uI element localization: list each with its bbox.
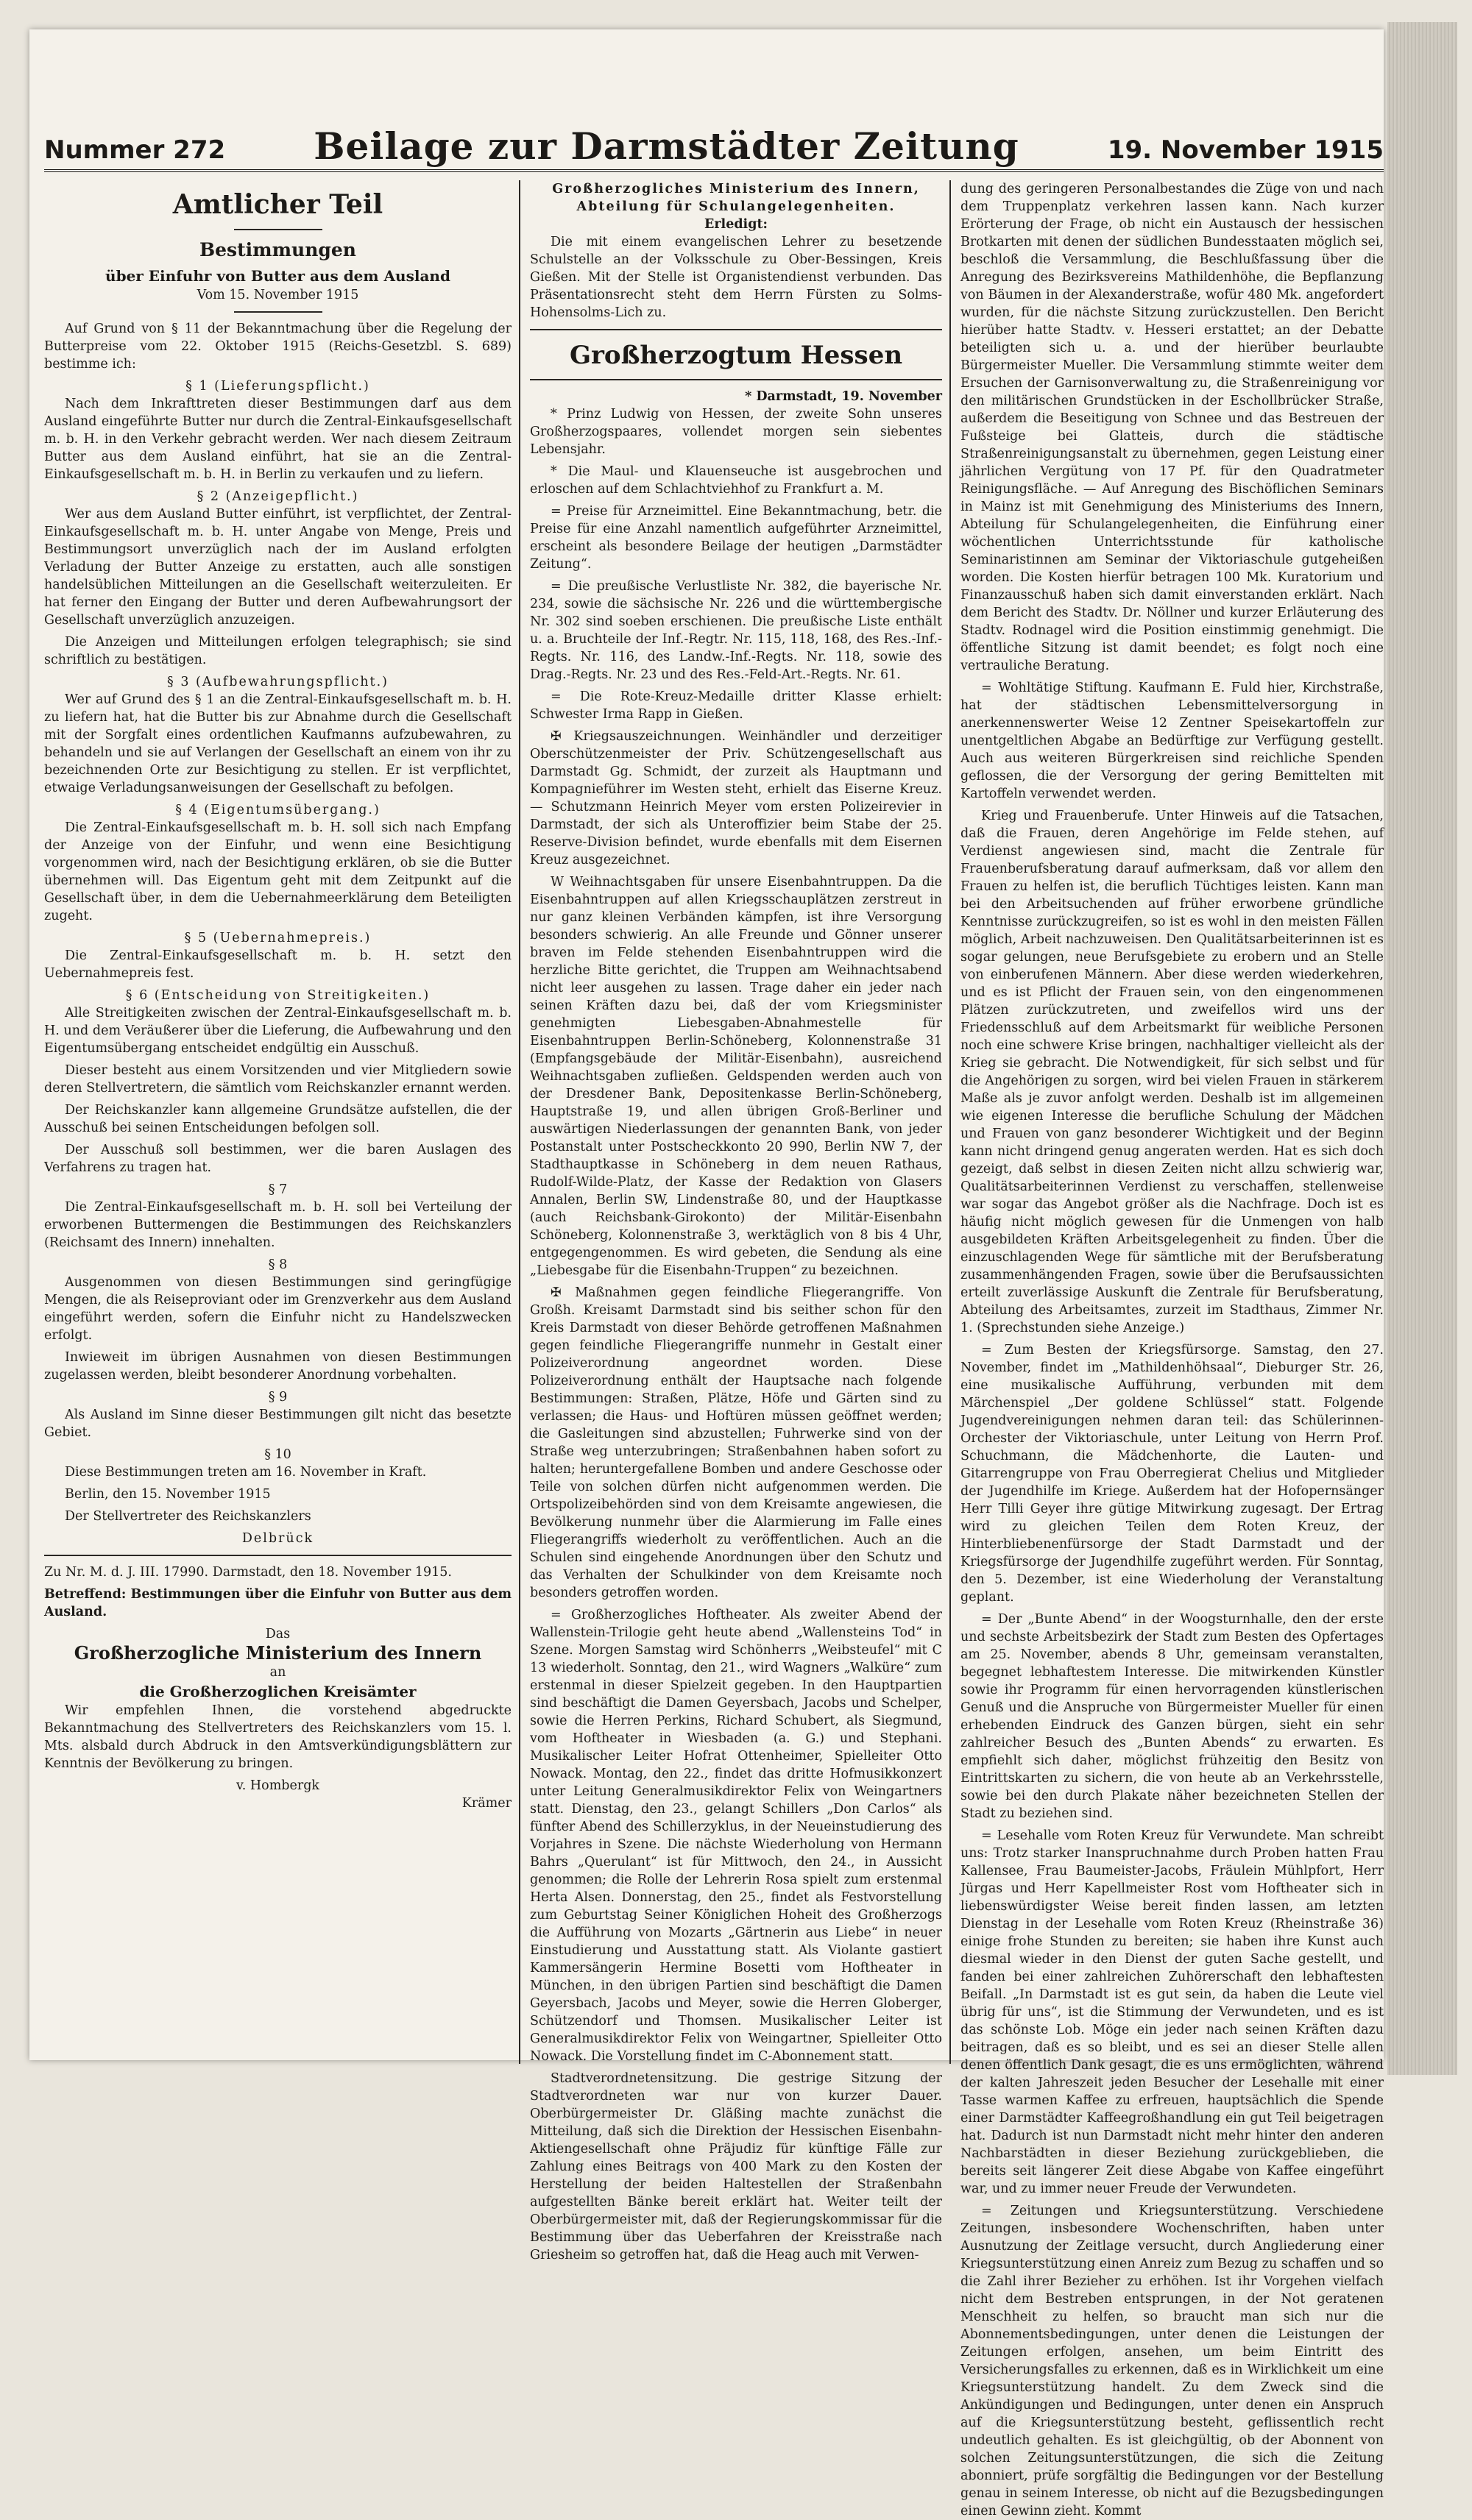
issue-number: Nummer 272 <box>44 135 226 165</box>
closing-signer-2: Krämer <box>461 1796 512 1811</box>
divider <box>530 329 942 330</box>
news-item: = Der „Bunte Abend“ in der Woogsturnhalle, den der erste und sechste Arbeitsbezirk der Stadt zum Besten des Opfertages am 25. November, abends 8 Uhr, gemeinsam veranstalten, begegnet lebhaftestem Interesse. Die mitwirkenden Künstler sowie ihr Programm für einen hervorragenden künstlerischen Genuß und die Anspruche von Bürgermeister Mueller für einen erhebenden Eindruck des Ganzen bürgen, sieht ein sehr zahlreicher Besuch des „Bunten Abends“ zu erwarten. Es empfiehlt sich daher, möglichst frühzeitig den Besitz von Eintrittskarten zu sichern, die von heute ab an Verkehrsstelle, sowie bei den durch Plakate näher bezeichneten Stellen der Stadt zu beziehen sind. <box>960 1612 1384 1821</box>
newspaper-page <box>29 29 1384 2519</box>
paragraph-heading: § 7 <box>268 1182 288 1197</box>
dateline: * Darmstadt, 19. November <box>745 389 942 404</box>
article-date: Vom 15. November 1915 <box>197 288 359 302</box>
paragraph: Nach dem Inkrafttreten dieser Bestimmungen darf aus dem Ausland eingeführte Butter nur durch die Zentral-Einkaufsgesellschaft m. b. H. in den Verkehr gebracht werden. Wer nach diesem Zeitraum Butter aus dem Ausland einführt, hat sie an die Zentral-Einkaufsgesellschaft m. b. H. in Berlin zu verkaufen und zu liefern. <box>44 397 512 482</box>
paragraph: Dieser besteht aus einem Vorsitzenden und vier Mitgliedern sowie deren Stellvertretern, die sämtlich vom Reichskanzler ernannt werden. <box>44 1063 512 1096</box>
news-item: = Wohltätige Stiftung. Kaufmann E. Fuld hier, Kirchstraße, hat der städtischen Lebensmittelversorgung in anerkennenswerter Weise 12 Zentner Speisekartoffeln zur unentgeltlichen Abgabe an Bedürftige zur Verfügung gestellt. Auch aus weiteren Bürgerkreisen sind reichliche Spenden geflossen, die der Versorgung der gering Bemittelten mit Kartoffeln verwendet werden. <box>960 681 1384 801</box>
divider <box>234 311 322 313</box>
section-title: Amtlicher Teil <box>172 189 383 220</box>
news-item: = Zeitungen und Kriegsunterstützung. Verschiedene Zeitungen, insbesondere Wochenschriften, haben unter Ausnutzung der Zeitlage versucht, durch Angliederung einer Kriegsunterstützung einen Anreiz zum Bezug zu schaffen und so die Zahl ihrer Bezieher zu erhöhen. Ist ihr Vorgehen vielfach nicht dem Bestreben entsprungen, in der Not geratenen Menschheit zu helfen, so braucht man sich nur die Abonnementsbedingungen, unter denen die Leistungen der Zeitungen erfolgen, ansehen, um beim Eintritt des Versicherungsfalles zu erkennen, daß es in Wirklichkeit um eine Kriegsunterstützung handelt. Zu dem Zweck sind die Ankündigungen und Bedingungen, unter denen ein Anspruch auf die Kriegsunterstützung besteht, geflissentlich recht undeutlich gehalten. Es ist gleichgültig, ob der Abonnent von solchen Zeitungsunterstützungen, die sich die Zeitung abonniert, prüfe sorgfältig die Bedingungen vor der Bestellung genau in seinem Interesse, ob nicht auf die Bezugsbedingungen einen Gewinn zieht. Kommt <box>960 2204 1384 2519</box>
news-item: * Prinz Ludwig von Hessen, der zweite Sohn unseres Großherzogspaares, vollendet morgen sein siebentes Lebensjahr. <box>530 407 942 457</box>
masthead <box>44 118 1384 172</box>
column-rule-2 <box>949 180 951 2064</box>
paragraph-heading: § 6 (Entscheidung von Streitigkeiten.) <box>125 988 431 1003</box>
paragraph: Die Anzeigen und Mitteilungen erfolgen telegraphisch; sie sind schriftlich zu bestätigen. <box>44 635 512 667</box>
article-title: Bestimmungen <box>199 239 356 260</box>
paragraph: Die mit einem evangelischen Lehrer zu besetzende Schulstelle an der Volksschule zu Ober-Bessingen, Kreis Gießen. Mit der Stelle ist Organistendienst verbunden. Das Präsentationsrecht steht dem Herrn Fürsten zu Solms-Hohensolms-Lich zu. <box>530 235 942 320</box>
section-title-hessen: Großherzogtum Hessen <box>569 341 903 370</box>
newspaper-title: Beilage zur Darmstädter Zeitung <box>314 124 1019 168</box>
news-item: W Weihnachtsgaben für unsere Eisenbahntruppen. Da die Eisenbahntruppen auf allen Kriegsschauplätzen zerstreut in nur ganz kleinen Verbänden kämpfen, ist ihre Versorgung besonders schwierig. An alle Freunde und Gönner unserer braven im Felde stehenden Eisenbahntruppen wird die herzliche Bitte gerichtet, die Truppen am Weihnachtsabend nicht leer ausgehen zu lassen. Trage daher ein jeder nach seinen Kräften dazu bei, daß der vom Kriegsminister genehmigten Liebesgaben-Abnahmestelle für Eisenbahntruppen Berlin-Schöneberg, Kolonnenstraße 31 (Empfangsgebäude der Militär-Eisenbahn), ausreichend Weihnachtsgaben zufließen. Geldspenden werden auch von der Dresdener Bank, Depositenkasse Berlin-Schöneberg, Hauptstraße 19, und allen übrigen Groß-Berliner und auswärtigen Niederlassungen der genannten Bank, von jeder Postanstalt unter Postscheckkonto 20 990, Berlin NW 7, der Stadthauptkasse in Schöneberg in dem neuen Rathaus, Rudolf-Wilde-Platz, der Kasse der Redaktion von Glasers Annalen, Berlin SW, Lindenstraße 80, und der Hauptkasse (auch Reichsbank-Girokonto) der Militär-Eisenbahn Schöneberg, Kolonnenstraße 3, werktäglich von 8 bis 4 Uhr, entgegengenommen. Es wird gebeten, die Sendung als eine „Liebesgabe für die Eisenbahn-Truppen“ zu bezeichnen. <box>530 875 942 1278</box>
column-news <box>530 180 942 2262</box>
paragraph-heading: § 10 <box>264 1447 291 1462</box>
paragraph: Die Zentral-Einkaufsgesellschaft m. b. H. soll bei Verteilung der erworbenen Buttermengen die Bestimmungen des Reichskanzlers (Reichsamt des Innern) innehalten. <box>44 1200 512 1250</box>
recipient: die Großherzoglichen Kreisämter <box>139 1683 417 1700</box>
signer: Delbrück <box>241 1531 314 1546</box>
paragraph-heading: § 1 (Lieferungspflicht.) <box>185 379 370 394</box>
news-item: dung des geringeren Personalbestandes die Züge von und nach dem Truppenplatz verkehren lassen kann. Nach kurzer Erörterung der Frage, ob nicht ein Austausch der hessischen Brotkarten mit denen der südlichen Bundesstaaten möglich sei, beschloß die Versammlung, die Beschlußfassung über die Anregung des Bezirksvereins Mathildenhöhe, die Bepflanzung von Bäumen in der Alexanderstraße, wofür 480 Mk. angefordert wurden, für die nächste Sitzung zurückzustellen. Den Bericht hierüber hatte Stadtv. v. Hesseri erstattet; an der Debatte beteiligten sich u. a. und der hierüber beurlaubte Bürgermeister Mueller. Die Versammlung stimmte weiter dem Ersuchen der Garnisonverwaltung zu, die Straßenreinigung vor den militärischen Grundstücken in der Eschollbrücker Straße, außerdem die Beseitigung von Schnee und das Bestreuen der Fußsteige bei Glatteis, durch die städtische Straßenreinigungsanstalt zu übernehmen, gegen Leistung einer jährlichen Vergütung von 17 Pf. für den Quadratmeter Reinigungsfläche. — Auf Anregung des Bischöflichen Seminars in Mainz ist mit Genehmigung des Ministeriums des Innern, Abteilung für Schulangelegenheiten, die Einführung einer wöchentlichen Unterrichtsstunde für katholische Seminaristinnen am Seminar der Viktoriaschule gutgeheißen worden. Die Kosten hierfür betragen 100 Mk. Kuratorium und Finanzausschuß haben sich damit einverstanden erklärt. Nach dem Bericht des Stadtv. Dr. Nöllner und kurzer Erläuterung des Stadtv. Rodnagel wird die Position einstimmig genehmigt. Die öffentliche Sitzung ist damit beendet; es folgt noch eine vertrauliche Beratung. <box>960 182 1384 673</box>
place-date: Berlin, den 15. November 1915 <box>65 1487 271 1502</box>
betreff-line: Betreffend: Bestimmungen über die Einfuhr von Butter aus dem Ausland. <box>44 1587 512 1619</box>
paragraph: Die Zentral-Einkaufsgesellschaft m. b. H. setzt den Uebernahmepreis fest. <box>44 948 512 981</box>
news-item: = Die preußische Verlustliste Nr. 382, die bayerische Nr. 234, sowie die sächsische Nr. 226 und die württembergische Nr. 302 sind soeben erschienen. Die preußische Liste enthält u. a. Bruchteile der Inf.-Regtr. Nr. 115, 118, 168, des Res.-Inf.-Regts. Nr. 116, des Landw.-Inf.-Regts. Nr. 118, sowie des Drag.-Regts. Nr. 23 und des Res.-Feld-Art.-Regts. Nr. 61. <box>530 579 942 682</box>
addressing-an: an <box>269 1665 286 1680</box>
closing-paragraph: Wir empfehlen Ihnen, die vorstehend abgedruckte Bekanntmachung des Stellvertreters des Reichskanzlers vom 15. l. Mts. alsbald durch Abdruck in den Amtsverkündigungsblättern zur Kenntnis der Bevölkerung zu bringen. <box>44 1703 512 1771</box>
paragraph: Inwieweit im übrigen Ausnahmen von diesen Bestimmungen zugelassen werden, bleibt besonderer Anordnung vorbehalten. <box>44 1350 512 1383</box>
news-item: * Die Maul- und Klauenseuche ist ausgebrochen und erloschen auf dem Schlachtviehhof zu Frankfurt a. M. <box>530 464 942 497</box>
ministry-name: Großherzogliche Ministerium des Innern <box>74 1642 482 1664</box>
paragraph: Alle Streitigkeiten zwischen der Zentral-Einkaufsgesellschaft m. b. H. und dem Veräußerer über die Lieferung, die Aufbewahrung und den Eigentumsübergang entscheidet endgültig ein Ausschuß. <box>44 1006 512 1056</box>
news-item: = Lesehalle vom Roten Kreuz für Verwundete. Man schreibt uns: Trotz starker Inanspruchnahme durch Proben hatten Frau Kallensee, Frau Baumeister-Jacobs, Fräulein Mühlpfort, Herr Jürgas und Herr Kapellmeister Rost vom Hoftheater sich in liebenswürdigster Weise bereit finden lassen, am letzten Dienstag in der Lesehalle vom Roten Kreuz (Rheinstraße 36) einige frohe Stunden zu bereiten; sie haben ihre Kunst auch diesmal wieder in den Dienst der guten Sache gestellt, und fanden bei einer zahlreichen Zuhörerschaft den lebhaftesten Beifall. „In Darmstadt ist es gut sein, da haben die Leute viel übrig für uns“, ist die Stimmung der Verwundeten, und es ist das schönste Lob. Möge ein jeder nach seinen Kräften dazu beitragen, daß es so bleibt, und es sei an dieser Stelle allen denen öffentlich Dank gesagt, die es uns ermöglichten, während der kalten Jahreszeit jeden Besucher der Lesehalle mit einer Tasse warmen Kaffee zu erfreuen, hauptsächlich die Spende einer Darmstädter Kaffeegroßhandlung ein gut Teil beigetragen hat. Dadurch ist nun Darmstadt nicht mehr hinter den anderen Nachbarstädten in dieser Beziehung zurückgeblieben, die bereits seit längerer Zeit diese Abgabe von Kaffee eingeführt war, und zu immer neuer Freude der Verwundeten. <box>960 1828 1384 2196</box>
issue-date: 19. November 1915 <box>1107 135 1384 165</box>
paragraph: Wer auf Grund des § 1 an die Zentral-Einkaufsgesellschaft m. b. H. zu liefern hat, hat die Butter bis zur Abnahme durch die Gesellschaft mit der Sorgfalt eines ordentlichen Kaufmanns aufzubewahren, zu behandeln und sie auf Verlangen der Gesellschaft an einem von ihr zu bezeichnenden Orte zur Besichtigung zu stellen. Er ist verpflichtet, etwaige Verladungsanweisungen der Gesellschaft zu befolgen. <box>44 692 512 795</box>
addressing-das: Das <box>265 1627 291 1641</box>
erledigt-label: Erledigt: <box>704 217 768 232</box>
paragraph-heading: § 4 (Eigentumsübergang.) <box>175 803 381 817</box>
news-item: ✠ Kriegsauszeichnungen. Weinhändler und derzeitiger Oberschützenmeister der Priv. Schützengesellschaft aus Darmstadt Gg. Schmidt, der zurzeit als Hauptmann und Kompagnieführer im Westen steht, erhielt das Eiserne Kreuz. — Schutzmann Heinrich Meyer vom ersten Polizeirevier in Darmstadt, der sich als Unteroffizier beim Stabe der 25. Reserve-Division befindet, wurde ebenfalls mit dem Eisernen Kreuz ausgezeichnet. <box>530 729 942 867</box>
intro-paragraph: Auf Grund von § 11 der Bekanntmachung über die Regelung der Butterpreise vom 22. Oktober 1915 (Reichs-Gesetzbl. S. 689) bestimme ich: <box>44 322 512 372</box>
paragraph-heading: § 8 <box>268 1257 288 1272</box>
paragraph: Wer aus dem Ausland Butter einführt, ist verpflichtet, der Zentral-Einkaufsgesellschaft m. b. H. unter Angabe von Menge, Preis und Bestimmungsort unverzüglich nach der im Ausland erfolgten Verladung der Butter Anzeige zu erstatten, auch alle sonstigen handelsüblichen Mitteilungen an die Gesellschaft weiterzuleiten. Er hat ferner den Eingang der Butter und deren Aufbewahrungsort der Gesellschaft unverzüglich anzuzeigen. <box>44 507 512 628</box>
paragraph: Der Ausschuß soll bestimmen, wer die baren Auslagen des Verfahrens zu tragen hat. <box>44 1143 512 1175</box>
paragraph-heading: § 2 (Anzeigepflicht.) <box>197 489 359 504</box>
column-official-section <box>44 180 512 2071</box>
paragraph: Der Reichskanzler kann allgemeine Grundsätze aufstellen, die der Ausschuß bei seinen Entscheidungen befolgen soll. <box>44 1103 512 1135</box>
paragraph-heading: § 3 (Aufbewahrungspflicht.) <box>167 675 389 689</box>
news-item: ✠ Maßnahmen gegen feindliche Fliegerangriffe. Von Großh. Kreisamt Darmstadt sind bis seither schon für den Kreis Darmstadt von dieser Behörde getroffenen Maßnahmen gegen feindliche Fliegerangriffe nunmehr in Gestalt einer Polizeiverordnung angeordnet worden. Diese Polizeiverordnung enthält der Hauptsache nach folgende Bestimmungen: Straßen, Plätze, Höfe und Gärten sind zu verlassen; die Haus- und Hoftüren müssen geöffnet werden; die Gasleitungen sind abzustellen; Fuhrwerke sind von der Straße weg unterzubringen; Straßenbahnen haben sofort zu halten; heruntergefallene Bomben und andere Geschosse oder Teile von solchen dürfen nicht aufgenommen werden. Die Ortspolizeibehörden sind von dem Kreisamte angewiesen, die Bevölkerung nunmehr über die Alarmierung im Falle eines Fliegerangriffs wiederholt zu veröffentlichen. Auch an die Schulen sind eingehende Anordnungen über den Schutz und das Verhalten der Schulkinder von dem Kreisamte noch besonders getroffen worden. <box>530 1285 942 1600</box>
ministry-heading: Großherzogliches Ministerium des Innern, Abteilung für Schulangelegenheiten. <box>552 182 920 214</box>
paragraph-heading: § 5 (Uebernahmepreis.) <box>184 931 372 945</box>
news-item: Krieg und Frauenberufe. Unter Hinweis auf die Tatsachen, daß die Frauen, deren Angehörige im Felde stehen, auf Verdienst angewiesen sind, macht die Zentrale für Frauenberufsberatung darauf aufmerksam, daß vor allem den Frauen zu helfen ist, die beruflich Tüchtiges leisten. Kann man bei den Arbeitsuchenden auf früher erworbene gründliche Kenntnisse zurückzugreifen, so ist es wohl in den meisten Fällen möglich, Arbeit nachzuweisen. Den Qualitätsarbeiterinnen ist es sogar gelungen, neue Berufsgebiete zu erobern und an Stelle von einberufenen Männern. Aber diese werden wiederkehren, und es ist Pflicht der Frauen sein, von den eingenommenen Plätzen zurückzutreten, und zweifellos wird uns der Friedensschluß auf dem Arbeitsmarkt für weibliche Personen noch eine schwere Krise bringen, nachhaltiger vielleicht als der Krieg sie gebracht. Die Notwendigkeit, für sich selbst und für die Angehörigen zu sorgen, wird bei vielen Frauen in stärkerem Maße als je zuvor anfolgt werden. Deshalb ist im allgemeinen wie eigenen Interesse die berufliche Schulung der Mädchen und Frauen von ganz besonderer Wichtigkeit und der Beginn kann nicht dringend genug angeraten werden. Hat es sich doch gezeigt, daß selbst in diesen Zeiten nicht allzu schwierig war, Qualitätsarbeiterinnen Verdienst zu verschaffen, stellenweise war sogar das Angebot größer als die Nachfrage. Doch ist es häufig nicht möglich gewesen für die Unmengen von halb ausgebildeten Kräften Arbeitsgelegenheit zu finden. Über die einzuschlagenden Wege für sämtliche mit der Berufsberatung zusammenhängenden Fragen, sowie über die Berufsaussichten erteilt zuverlässige Auskunft die Zentrale für Berufsberatung, Abteilung des Arbeitsamtes, zurzeit im Stadthaus, Zimmer Nr. 1. (Sprechstunden siehe Anzeige.) <box>960 809 1384 1335</box>
news-item: Stadtverordnetensitzung. Die gestrige Sitzung der Stadtverordneten war nur von kurzer Dauer. Oberbürgermeister Dr. Gläßing machte zunächst die Mitteilung, daß sich die Direktion der Hessischen Eisenbahn-Aktiengesellschaft ohne Präjudiz für künftige Fälle zur Zahlung eines Beitrags von 400 Mark zu den Kosten der Herstellung der beiden Haltestellen der Straßenbahn aufgestellten Bänke bereit erklärt hat. Weiter teilt der Oberbürgermeister mit, daß der Regierungskommissar für die Bestimmung über das Ueberfahren der Kreisstraße nach Griesheim so getroffen hat, daß die Heag auch mit Verwen- <box>530 2071 942 2262</box>
paragraph: Als Ausland im Sinne dieser Bestimmungen gilt nicht das besetzte Gebiet. <box>44 1408 512 1440</box>
article-subtitle: über Einfuhr von Butter aus dem Ausland <box>105 267 450 285</box>
paragraph-heading: § 9 <box>268 1390 288 1405</box>
divider <box>44 1555 512 1556</box>
paragraph: Ausgenommen von diesen Bestimmungen sind geringfügige Mengen, die als Reiseproviant oder im Grenzverkehr aus dem Ausland eingeführt werden, sofern die Einfuhr nicht zu Handelszwecken erfolgt. <box>44 1275 512 1343</box>
news-item: = Preise für Arzneimittel. Eine Bekanntmachung, betr. die Preise für eine Anzahl namentlich aufgeführter Arzneimittel, erscheint als besondere Beilage der heutigen „Darmstädter Zeitung“. <box>530 504 942 572</box>
reference-line: Zu Nr. M. d. J. III. 17990. Darmstadt, den 18. November 1915. <box>44 1565 452 1580</box>
signer-role: Der Stellvertreter des Reichskanzlers <box>65 1509 311 1524</box>
paragraph: Diese Bestimmungen treten am 16. November in Kraft. <box>65 1465 427 1480</box>
column-local <box>960 180 1384 2519</box>
news-item: = Die Rote-Kreuz-Medaille dritter Klasse erhielt: Schwester Irma Rapp in Gießen. <box>530 689 942 722</box>
news-item: = Zum Besten der Kriegsfürsorge. Samstag, den 27. November, findet im „Mathildenhöhsaal“, Dieburger Str. 26, eine musikalische Aufführung, verbunden mit dem Märchenspiel „Der goldene Schlüssel“ statt. Folgende Jugendvereinigungen nehmen daran teil: das Schülerinnen-Orchester der Viktoriaschule, unter Leitung von Herrn Prof. Schuchmann, die Mädchenhorte, die Lauten- und Gitarrengruppe von Frau Oberregierat Chelius und Mitglieder der Jugendhilfe im Kriege. Außerdem hat der Hofopernsänger Herr Tilli Geyer ihre gütige Mitwirkung zugesagt. Der Ertrag wird zu gleichen Teilen dem Roten Kreuz, der Hinterbliebenenfürsorge der Stadt Darmstadt und der Kriegsfürsorge der Jugendhilfe zugeführt werden. Für Sonntag, den 5. Dezember, ist eine Wiederholung der Veranstaltung geplant. <box>960 1343 1384 1605</box>
column-rule-1 <box>519 180 520 2064</box>
closing-signer: v. Hombergk <box>236 1778 320 1793</box>
news-item: = Großherzogliches Hoftheater. Als zweiter Abend der Wallenstein-Trilogie geht heute abend „Wallensteins Tod“ in Szene. Morgen Samstag wird Schönherrs „Weibsteufel“ mit C 13 wiederholt. Sonntag, den 21., wird Wagners „Walküre“ zum erstenmal in dieser Spielzeit gegeben. In den Hauptpartien sind beschäftigt die Damen Geyersbach, Jacobs und Schelper, sowie die Herren Perkins, Richard Schubert, als Siegmund, vom Hoftheater in Wiesbaden (a. G.) und Stephani. Musikalischer Leiter Hofrat Ottenheimer, Spielleiter Otto Nowack. Montag, den 22., findet das dritte Hofmusikkonzert unter Leitung Generalmusikdirektor Felix von Weingartners statt. Dienstag, den 23., gelangt Schillers „Don Carlos“ als fünfter Abend des Schillerzyklus, in der Neueinstudierung des Vorjahres in Szene. Die nächste Wiederholung von Hermann Bahrs „Querulant“ ist für Mittwoch, den 24., in Aussicht genommen; die Rolle der Lehrerin Rosa spielt zum erstenmal Herta Alsen. Donnerstag, den 25., findet als Festvorstellung zum Geburtstag Seiner Königlichen Hoheit des Großherzogs die Aufführung von Mozarts „Gärtnerin aus Liebe“ in neuer Einstudierung und Ausstattung statt. Als Violante gastiert Kammersängerin Hermine Bosetti vom Hoftheater in München, in den übrigen Partien sind beschäftigt die Damen Geyersbach, Jacobs und Meyer, sowie die Herren Globerger, Schützendorf und Thomsen. Musikalischer Leiter ist Generalmusikdirektor Felix von Weingartner, Spielleiter Otto Nowack. Die Vorstellung findet im C-Abonnement statt. <box>530 1608 942 2064</box>
paragraph: Die Zentral-Einkaufsgesellschaft m. b. H. soll sich nach Empfang der Anzeige von der Einfuhr, und wenn eine Besichtigung vorgenommen wird, nach der Besichtigung erklären, ob sie die Butter übernehmen will. Das Eigentum geht mit dem Zeitpunkt auf die Gesellschaft über, in dem die Uebernahmeerklärung dem Beteiligten zugeht. <box>44 820 512 923</box>
divider <box>530 379 942 380</box>
page-edge-stack <box>1387 22 1457 2075</box>
divider <box>234 229 322 230</box>
